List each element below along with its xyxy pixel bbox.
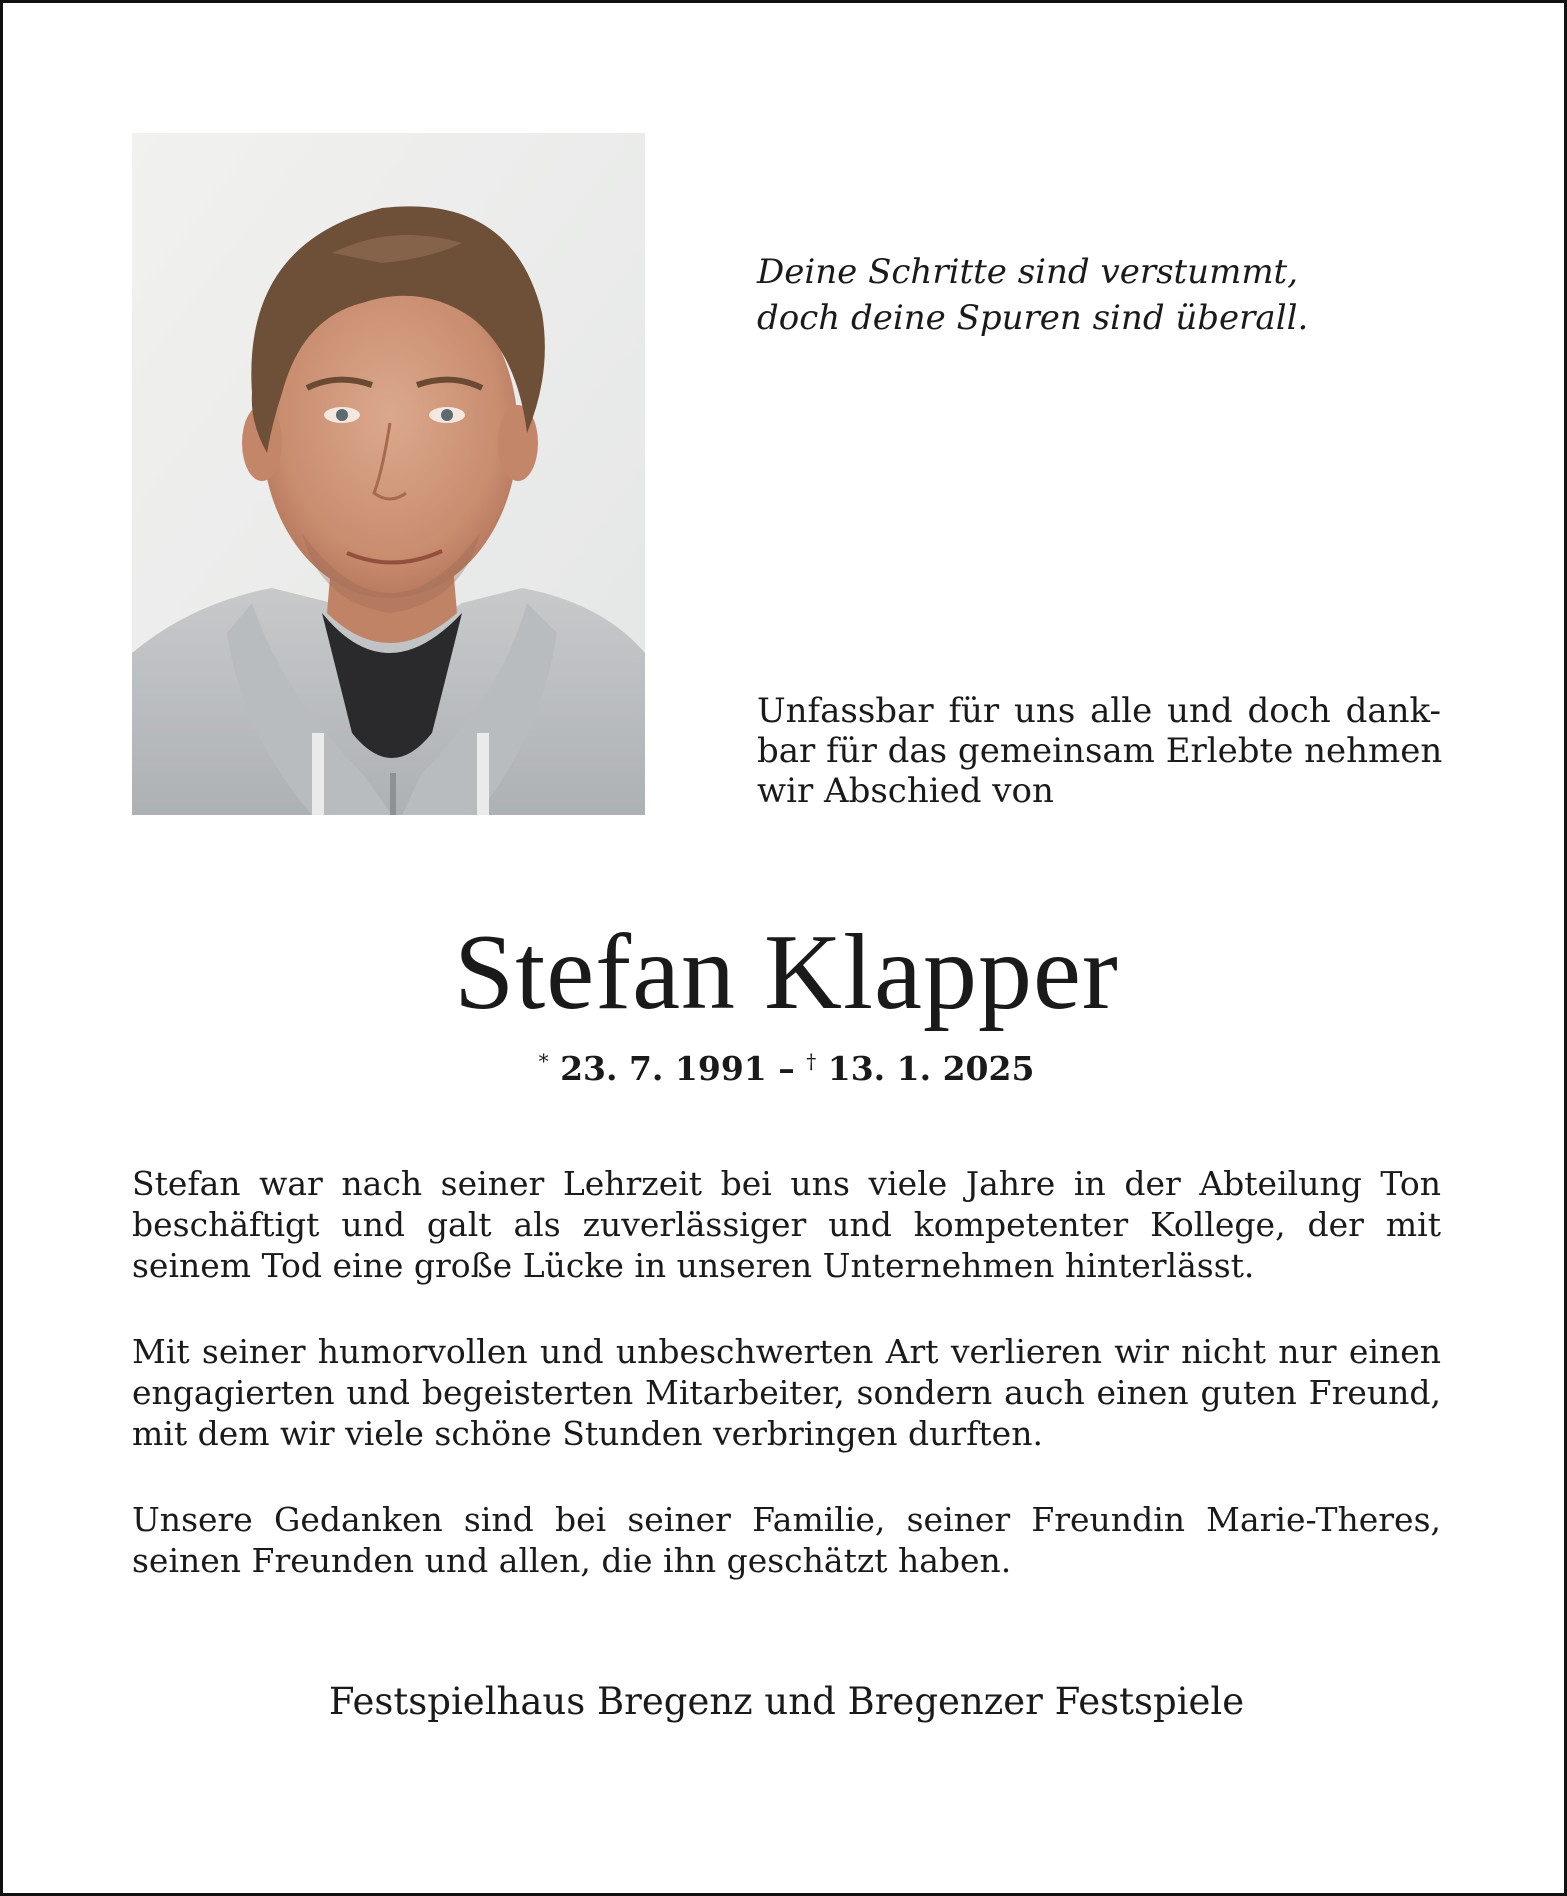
birth-date: 23. 7. 1991 <box>560 1049 767 1088</box>
death-date: 13. 1. 2025 <box>827 1049 1035 1088</box>
quote-line: doch deine Spuren sind überall. <box>757 298 1309 338</box>
portrait-photo <box>132 133 645 815</box>
paragraph-colleague <box>132 1163 1441 1286</box>
paragraph-line: Stefan war nach seiner Lehrzeit bei uns viele Jahre in der Abteilung Ton <box>132 1164 1441 1203</box>
death-symbol: † <box>806 1049 817 1073</box>
intro-line: Unfassbar für uns alle und doch dank- <box>757 691 1441 731</box>
paragraph-line: engagierten und begeisterten Mitarbeiter, sondern auch einen guten Freund, <box>132 1373 1441 1412</box>
memorial-quote <box>757 249 1457 341</box>
date-separator: – <box>778 1049 795 1088</box>
deceased-name: Stefan Klapper <box>454 913 1119 1032</box>
paragraph-line: Unsere Gedanken sind bei seiner Familie, seiner Freundin Marie-Theres, <box>132 1500 1441 1539</box>
paragraph-condolence <box>132 1499 1441 1581</box>
paragraph-line: seinen Freunden und allen, die ihn geschätzt haben. <box>132 1541 1012 1580</box>
signature: Festspielhaus Bregenz und Bregenzer Festspiele <box>328 1680 1245 1723</box>
intro-line: bar für das gemeinsam Erlebte nehmen <box>757 731 1443 771</box>
quote-line: Deine Schritte sind verstummt, <box>757 252 1299 292</box>
life-dates <box>3 1039 1567 1091</box>
intro-text <box>757 691 1441 811</box>
paragraph-line: mit dem wir viele schöne Stunden verbringen durften. <box>132 1414 1043 1453</box>
paragraph-line: seinem Tod eine große Lücke in unseren Unternehmen hinterlässt. <box>132 1246 1255 1285</box>
paragraph-friend <box>132 1331 1441 1454</box>
paragraph-line: Mit seiner humorvollen und unbeschwerten Art verlieren wir nicht nur einen <box>132 1332 1441 1371</box>
birth-symbol: * <box>538 1049 549 1073</box>
paragraph-line: beschäftigt und galt als zuverlässiger und kompetenter Kollege, der mit <box>132 1205 1441 1244</box>
intro-line: wir Abschied von <box>757 771 1054 811</box>
